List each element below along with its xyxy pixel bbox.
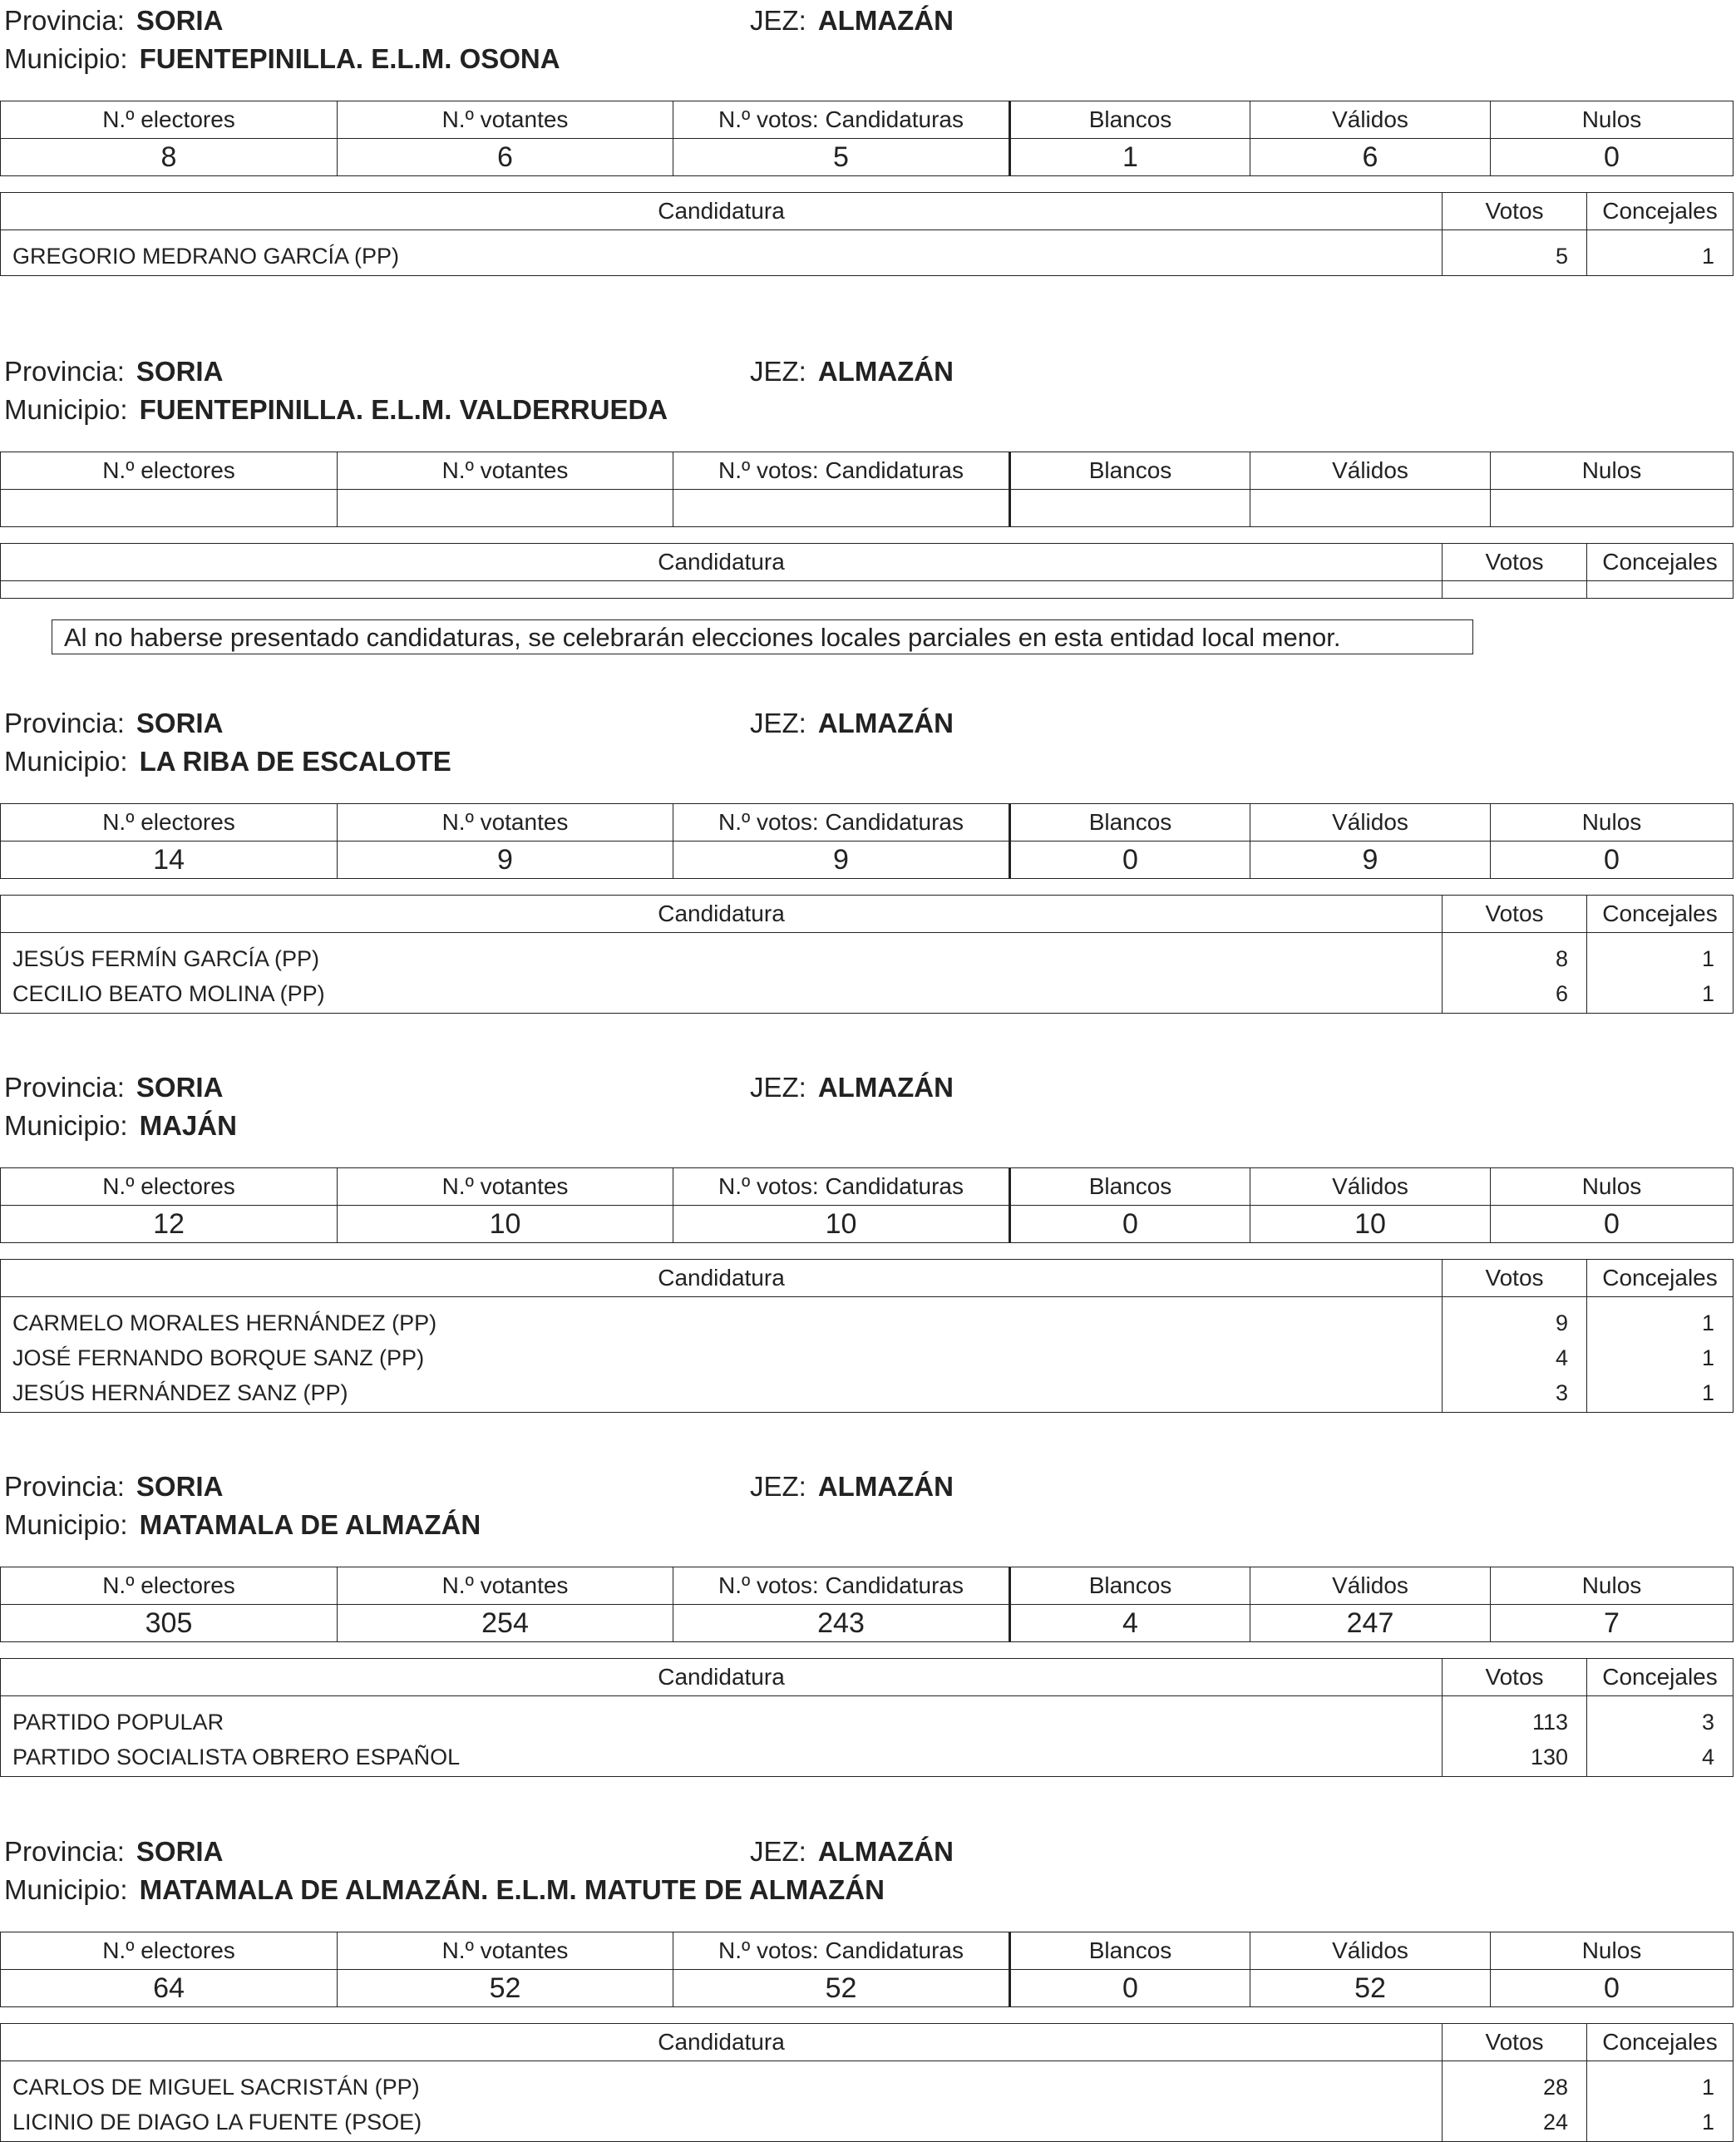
- candidate-name: LICINIO DE DIAGO LA FUENTE (PSOE): [12, 2110, 422, 2135]
- municipio-label: Municipio:: [4, 746, 128, 777]
- jez-label: JEZ:: [750, 356, 806, 387]
- candidate-councillors: 3: [1701, 1710, 1714, 1735]
- votos-candidaturas-value: 9: [673, 842, 1010, 879]
- jez-line: [750, 5, 954, 37]
- concejales-header: Concejales: [1587, 896, 1734, 933]
- votos-candidaturas-header: N.º votos: Candidaturas: [673, 1567, 1010, 1605]
- blancos-header: Blancos: [1010, 452, 1250, 490]
- candidate-councillors-cell: [1587, 933, 1734, 1014]
- blancos-value: 0: [1010, 1970, 1250, 2007]
- validos-header: Válidos: [1250, 1567, 1491, 1605]
- no-candidates-note: Al no haberse presentado candidaturas, se celebrarán elecciones locales parciales en esta entidad local menor.: [52, 619, 1473, 654]
- municipio-line: [4, 1874, 885, 1906]
- votos-candidaturas-header: N.º votos: Candidaturas: [673, 1932, 1010, 1970]
- municipio-label: Municipio:: [4, 1110, 128, 1141]
- validos-value: 10: [1250, 1206, 1491, 1243]
- candidate-votes: 28: [1542, 2075, 1568, 2100]
- blancos-header: Blancos: [1010, 101, 1250, 139]
- candidate-councillors: 1: [1701, 1345, 1714, 1370]
- votantes-value: 254: [338, 1605, 673, 1642]
- provincia-line: [4, 5, 223, 37]
- municipio-line: [4, 1509, 481, 1541]
- electores-header: N.º electores: [1, 1567, 338, 1605]
- candidate-councillors-cell: [1587, 1297, 1734, 1413]
- votos-candidaturas-header: N.º votos: Candidaturas: [673, 452, 1010, 490]
- validos-header: Válidos: [1250, 452, 1491, 490]
- provincia-value: SORIA: [136, 708, 224, 738]
- provincia-line: [4, 1072, 223, 1103]
- jez-value: ALMAZÁN: [817, 5, 954, 36]
- municipio-value: FUENTEPINILLA. E.L.M. OSONA: [139, 43, 560, 74]
- candidatura-header: Candidatura: [1, 193, 1443, 230]
- blancos-value: 0: [1010, 1206, 1250, 1243]
- votos-candidaturas-header: N.º votos: Candidaturas: [673, 804, 1010, 842]
- jez-value: ALMAZÁN: [817, 1471, 954, 1502]
- jez-value: ALMAZÁN: [817, 708, 954, 738]
- candidate-votes: 3: [1555, 1380, 1568, 1405]
- candidate-names-cell: [1, 2061, 1443, 2142]
- blancos-value: [1010, 490, 1250, 527]
- votos-candidaturas-value: 52: [673, 1970, 1010, 2007]
- candidate-name: JESÚS FERMÍN GARCÍA (PP): [12, 946, 320, 971]
- votos-candidaturas-value: 5: [673, 139, 1010, 176]
- municipio-line: [4, 1110, 237, 1142]
- municipio-value: FUENTEPINILLA. E.L.M. VALDERRUEDA: [139, 394, 668, 425]
- candidate-votes-cell: [1443, 1297, 1587, 1413]
- candidate-councillors: 1: [1701, 1310, 1714, 1335]
- candidate-votes: 6: [1555, 981, 1568, 1006]
- provincia-label: Provincia:: [4, 1072, 125, 1103]
- provincia-label: Provincia:: [4, 5, 125, 36]
- empty-votes-cell: [1443, 581, 1587, 599]
- candidate-name: CARMELO MORALES HERNÁNDEZ (PP): [12, 1310, 437, 1335]
- votantes-value: 6: [338, 139, 673, 176]
- blancos-header: Blancos: [1010, 1567, 1250, 1605]
- candidate-councillors: 1: [1701, 1380, 1714, 1405]
- candidate-councillors: 1: [1701, 946, 1714, 971]
- electores-header: N.º electores: [1, 452, 338, 490]
- municipio-value: MATAMALA DE ALMAZÁN. E.L.M. MATUTE DE ALMAZÁN: [139, 1874, 885, 1905]
- stats-table: [0, 1167, 1734, 1243]
- candidate-name: GREGORIO MEDRANO GARCÍA (PP): [12, 244, 400, 269]
- candidate-votes-cell: [1443, 1696, 1587, 1777]
- provincia-value: SORIA: [136, 5, 224, 36]
- votos-header: Votos: [1443, 1659, 1587, 1696]
- concejales-header: Concejales: [1587, 544, 1734, 581]
- votos-candidaturas-value: 10: [673, 1206, 1010, 1243]
- nulos-value: [1491, 490, 1734, 527]
- nulos-header: Nulos: [1491, 1567, 1734, 1605]
- nulos-header: Nulos: [1491, 452, 1734, 490]
- jez-line: [750, 708, 954, 739]
- votantes-header: N.º votantes: [338, 1168, 673, 1206]
- provincia-value: SORIA: [136, 1471, 224, 1502]
- provincia-line: [4, 356, 223, 387]
- candidatura-header: Candidatura: [1, 2024, 1443, 2061]
- votos-header: Votos: [1443, 544, 1587, 581]
- votantes-header: N.º votantes: [338, 804, 673, 842]
- votos-header: Votos: [1443, 1260, 1587, 1297]
- provincia-line: [4, 708, 223, 739]
- jez-label: JEZ:: [750, 1072, 806, 1103]
- validos-value: 52: [1250, 1970, 1491, 2007]
- votantes-value: 52: [338, 1970, 673, 2007]
- candidate-name: CECILIO BEATO MOLINA (PP): [12, 981, 325, 1006]
- municipio-line: [4, 394, 668, 426]
- candidate-votes-cell: [1443, 933, 1587, 1014]
- candidate-votes: 9: [1555, 1310, 1568, 1335]
- votos-candidaturas-header: N.º votos: Candidaturas: [673, 101, 1010, 139]
- jez-line: [750, 356, 954, 387]
- candidate-votes: 113: [1531, 1710, 1568, 1735]
- validos-header: Válidos: [1250, 1932, 1491, 1970]
- candidate-councillors: 1: [1701, 2110, 1714, 2135]
- electores-header: N.º electores: [1, 101, 338, 139]
- candidate-names-cell: [1, 1696, 1443, 1777]
- municipio-value: MATAMALA DE ALMAZÁN: [139, 1509, 481, 1540]
- validos-value: 247: [1250, 1605, 1491, 1642]
- stats-table: [0, 1567, 1734, 1642]
- jez-value: ALMAZÁN: [817, 1836, 954, 1867]
- jez-label: JEZ:: [750, 708, 806, 738]
- candidate-councillors: 1: [1701, 981, 1714, 1006]
- nulos-value: 0: [1491, 842, 1734, 879]
- votantes-header: N.º votantes: [338, 1567, 673, 1605]
- nulos-header: Nulos: [1491, 1932, 1734, 1970]
- municipio-label: Municipio:: [4, 394, 128, 425]
- provincia-label: Provincia:: [4, 1836, 125, 1867]
- candidate-name: CARLOS DE MIGUEL SACRISTÁN (PP): [12, 2075, 420, 2100]
- candidate-names-cell: [1, 933, 1443, 1014]
- empty-councillors-cell: [1587, 581, 1734, 599]
- candidatura-header: Candidatura: [1, 1659, 1443, 1696]
- votantes-header: N.º votantes: [338, 1932, 673, 1970]
- jez-line: [750, 1471, 954, 1503]
- blancos-value: 4: [1010, 1605, 1250, 1642]
- candidatura-header: Candidatura: [1, 1260, 1443, 1297]
- validos-header: Válidos: [1250, 1168, 1491, 1206]
- nulos-value: 0: [1491, 1206, 1734, 1243]
- provincia-label: Provincia:: [4, 1471, 125, 1502]
- jez-line: [750, 1072, 954, 1103]
- electores-value: 12: [1, 1206, 338, 1243]
- nulos-value: 0: [1491, 1970, 1734, 2007]
- candidates-table: [0, 1658, 1734, 1777]
- candidate-name: PARTIDO SOCIALISTA OBRERO ESPAÑOL: [12, 1745, 461, 1769]
- municipio-label: Municipio:: [4, 43, 128, 74]
- candidate-votes-cell: [1443, 230, 1587, 276]
- candidate-votes: 5: [1555, 244, 1568, 269]
- votos-header: Votos: [1443, 2024, 1587, 2061]
- nulos-header: Nulos: [1491, 101, 1734, 139]
- nulos-header: Nulos: [1491, 804, 1734, 842]
- candidates-table: [0, 543, 1734, 599]
- validos-header: Válidos: [1250, 101, 1491, 139]
- electores-value: 305: [1, 1605, 338, 1642]
- jez-label: JEZ:: [750, 1471, 806, 1502]
- municipio-label: Municipio:: [4, 1509, 128, 1540]
- electores-value: 14: [1, 842, 338, 879]
- candidates-table: [0, 895, 1734, 1014]
- votos-header: Votos: [1443, 896, 1587, 933]
- concejales-header: Concejales: [1587, 1260, 1734, 1297]
- nulos-value: 7: [1491, 1605, 1734, 1642]
- electores-header: N.º electores: [1, 1168, 338, 1206]
- concejales-header: Concejales: [1587, 1659, 1734, 1696]
- municipio-value: MAJÁN: [139, 1110, 237, 1141]
- votos-candidaturas-header: N.º votos: Candidaturas: [673, 1168, 1010, 1206]
- votos-header: Votos: [1443, 193, 1587, 230]
- blancos-header: Blancos: [1010, 1932, 1250, 1970]
- stats-table: [0, 452, 1734, 527]
- candidate-councillors: 1: [1701, 244, 1714, 269]
- candidate-name: PARTIDO POPULAR: [12, 1710, 224, 1735]
- votantes-value: 10: [338, 1206, 673, 1243]
- candidatura-header: Candidatura: [1, 896, 1443, 933]
- jez-label: JEZ:: [750, 1836, 806, 1867]
- blancos-value: 0: [1010, 842, 1250, 879]
- municipio-line: [4, 43, 560, 75]
- votantes-header: N.º votantes: [338, 452, 673, 490]
- candidate-councillors-cell: [1587, 2061, 1734, 2142]
- provincia-label: Provincia:: [4, 356, 125, 387]
- municipio-label: Municipio:: [4, 1874, 128, 1905]
- provincia-label: Provincia:: [4, 708, 125, 738]
- provincia-line: [4, 1471, 223, 1503]
- candidate-councillors-cell: [1587, 230, 1734, 276]
- nulos-value: 0: [1491, 139, 1734, 176]
- municipio-value: LA RIBA DE ESCALOTE: [139, 746, 451, 777]
- candidate-names-cell: [1, 230, 1443, 276]
- jez-value: ALMAZÁN: [817, 356, 954, 387]
- electores-header: N.º electores: [1, 1932, 338, 1970]
- jez-value: ALMAZÁN: [817, 1072, 954, 1103]
- votos-candidaturas-value: [673, 490, 1010, 527]
- votantes-header: N.º votantes: [338, 101, 673, 139]
- electores-value: 64: [1, 1970, 338, 2007]
- jez-label: JEZ:: [750, 5, 806, 36]
- validos-value: 6: [1250, 139, 1491, 176]
- empty-candidate-cell: [1, 581, 1443, 599]
- candidate-name: JESÚS HERNÁNDEZ SANZ (PP): [12, 1380, 348, 1405]
- candidates-table: [0, 1259, 1734, 1413]
- provincia-value: SORIA: [136, 356, 224, 387]
- electores-value: 8: [1, 139, 338, 176]
- stats-table: [0, 1932, 1734, 2007]
- candidate-votes: 130: [1530, 1745, 1568, 1769]
- validos-header: Válidos: [1250, 804, 1491, 842]
- candidate-names-cell: [1, 1297, 1443, 1413]
- blancos-header: Blancos: [1010, 1168, 1250, 1206]
- provincia-value: SORIA: [136, 1836, 224, 1867]
- candidate-name: JOSÉ FERNANDO BORQUE SANZ (PP): [12, 1345, 425, 1370]
- jez-line: [750, 1836, 954, 1868]
- candidates-table: [0, 192, 1734, 276]
- stats-table: [0, 101, 1734, 176]
- candidates-table: [0, 2023, 1734, 2142]
- electores-value: [1, 490, 338, 527]
- candidate-votes: 8: [1555, 946, 1568, 971]
- votantes-value: 9: [338, 842, 673, 879]
- nulos-header: Nulos: [1491, 1168, 1734, 1206]
- candidatura-header: Candidatura: [1, 544, 1443, 581]
- provincia-value: SORIA: [136, 1072, 224, 1103]
- candidate-votes-cell: [1443, 2061, 1587, 2142]
- candidate-councillors: 4: [1701, 1745, 1714, 1769]
- concejales-header: Concejales: [1587, 2024, 1734, 2061]
- candidate-votes: 4: [1555, 1345, 1568, 1370]
- concejales-header: Concejales: [1587, 193, 1734, 230]
- validos-value: [1250, 490, 1491, 527]
- municipio-line: [4, 746, 451, 777]
- votos-candidaturas-value: 243: [673, 1605, 1010, 1642]
- blancos-value: 1: [1010, 139, 1250, 176]
- candidate-votes: 24: [1542, 2110, 1568, 2135]
- stats-table: [0, 803, 1734, 879]
- provincia-line: [4, 1836, 223, 1868]
- blancos-header: Blancos: [1010, 804, 1250, 842]
- candidate-councillors-cell: [1587, 1696, 1734, 1777]
- votantes-value: [338, 490, 673, 527]
- validos-value: 9: [1250, 842, 1491, 879]
- electores-header: N.º electores: [1, 804, 338, 842]
- candidate-councillors: 1: [1701, 2075, 1714, 2100]
